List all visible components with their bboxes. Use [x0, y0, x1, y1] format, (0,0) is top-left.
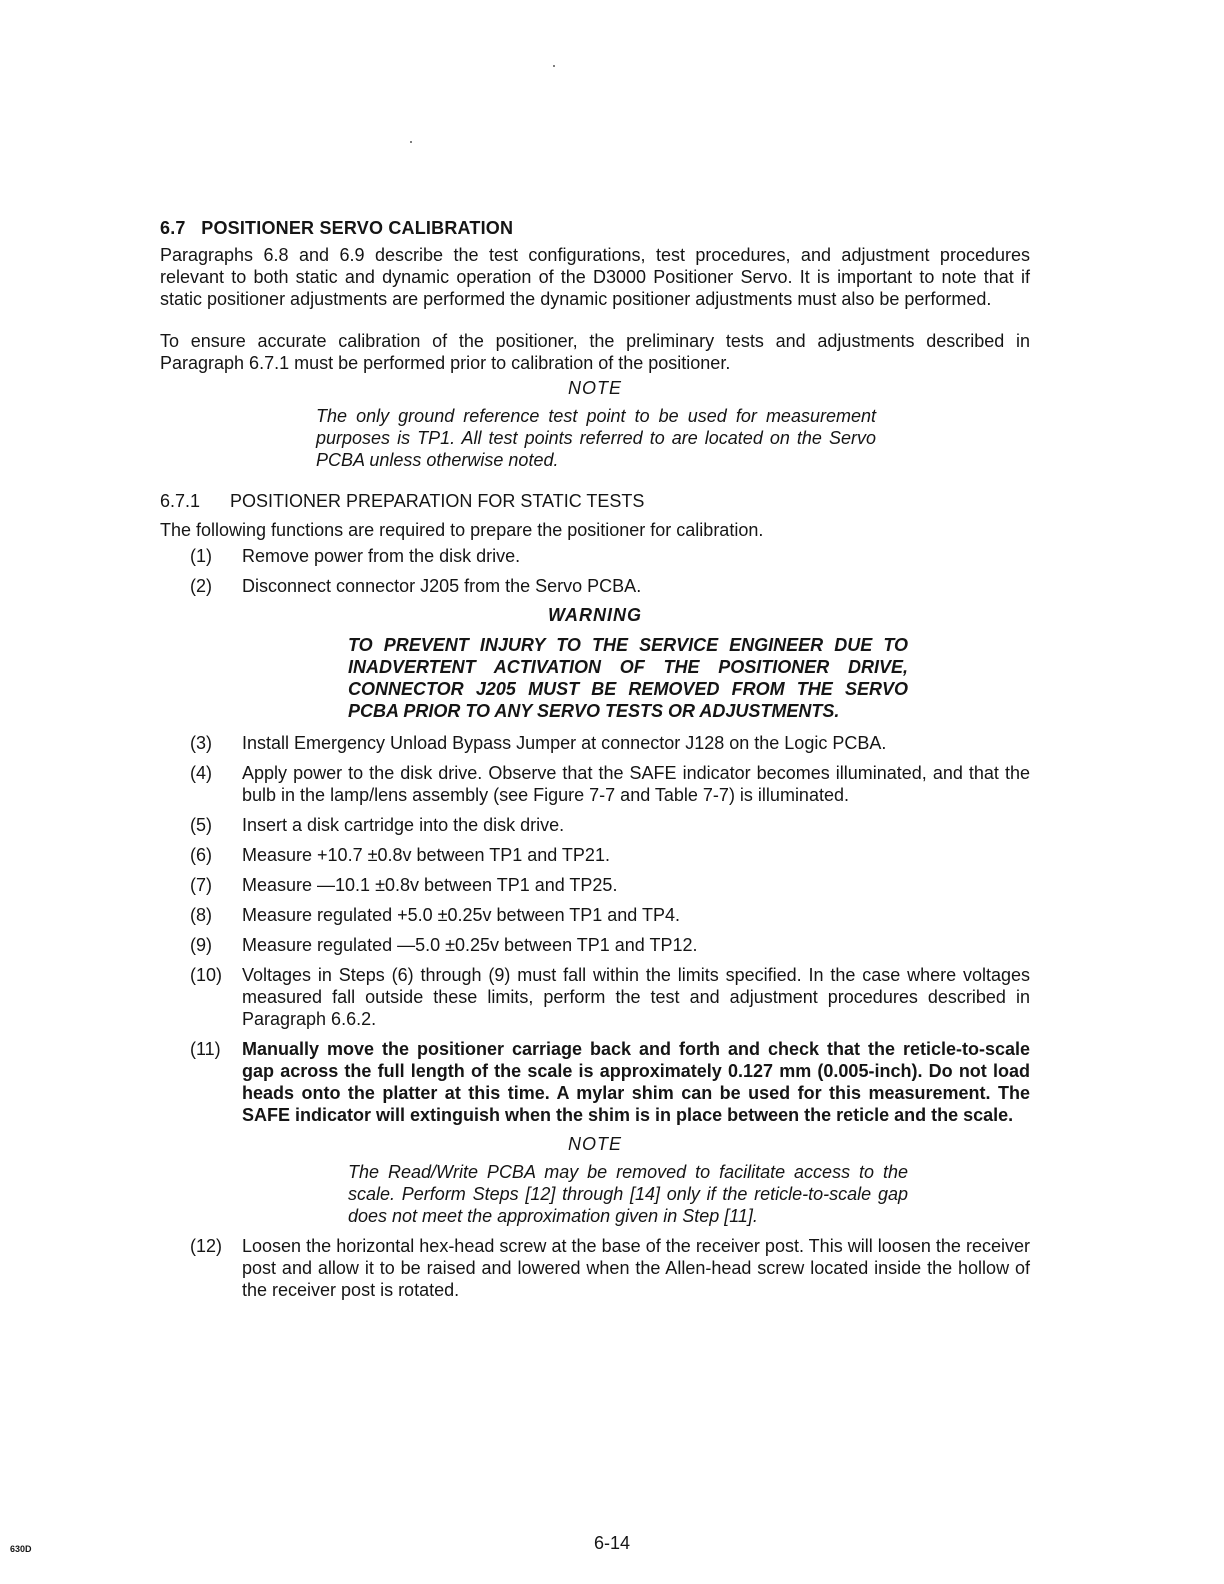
note-text-2: The Read/Write PCBA may be removed to facilitate access to the scale. Perform Steps [12] through [14] only if the reticle-to-scale gap does not meet the approximation given in Step [11].: [348, 1162, 908, 1226]
subsection-title: POSITIONER PREPARATION FOR STATIC TESTS: [230, 491, 645, 511]
note-label: NOTE: [567, 378, 622, 398]
note-label-2: NOTE: [567, 1134, 622, 1154]
list-item: (10) Voltages in Steps (6) through (9) must fall within the limits specified. In the case where voltages measured fall outside these limits, perform the test and adjustment procedures described in Paragraph 6.6.2.: [190, 965, 1030, 1029]
list-item: (11) Manually move the positioner carriage back and forth and check that the reticle-to-scale gap across the full length of the scale is approximately 0.127 mm (0.005-inch). Do not load heads onto the platter at this time. A mylar shim can be used for this measurement. The SAFE indicator will extinguish when the shim is in place between the reticle and the scale.: [190, 1039, 1030, 1125]
warning-text: TO PREVENT INJURY TO THE SERVICE ENGINEER DUE TO INADVERTENT ACTIVATION OF THE POSITIONER DRIVE, CONNECTOR J205 MUST BE REMOVED FROM THE SERVO PCBA PRIOR TO ANY SERVO TESTS OR ADJUSTMENTS.: [348, 635, 908, 721]
scan-speck: [410, 141, 412, 143]
subsection-number: 6.7.1: [160, 491, 201, 511]
steps-list-c: [160, 1235, 1030, 1301]
list-item: (6) Measure +10.7 ±0.8v between TP1 and TP21.: [190, 845, 610, 865]
section-paragraph-1: Paragraphs 6.8 and 6.9 describe the test configurations, test procedures, and adjustment procedures relevant to both static and dynamic operation of the D3000 Positioner Servo. It is important to note that if static positioner adjustments are performed the dynamic positioner adjustments must also be performed.: [160, 245, 1030, 309]
scan-speck: [553, 65, 555, 67]
document-code: 630D: [10, 1544, 32, 1554]
section-heading: [160, 218, 1030, 239]
section-paragraph-2: To ensure accurate calibration of the positioner, the preliminary tests and adjustments described in Paragraph 6.7.1 must be performed prior to calibration of the positioner.: [160, 331, 1030, 373]
note-text: The only ground reference test point to be used for measurement purposes is TP1. All test points referred to are located on the Servo PCBA unless otherwise noted.: [316, 406, 876, 470]
page-number: 6-14: [593, 1533, 631, 1553]
subsection-heading: [160, 491, 1030, 512]
list-item: (1) Remove power from the disk drive.: [190, 546, 521, 566]
steps-list-a: [160, 545, 1030, 597]
list-item: (5) Insert a disk cartridge into the disk drive.: [190, 815, 565, 835]
section-title: POSITIONER SERVO CALIBRATION: [201, 218, 514, 238]
warning-label: WARNING: [548, 605, 642, 625]
list-item: (7) Measure —10.1 ±0.8v between TP1 and TP25.: [190, 875, 618, 895]
list-item: (8) Measure regulated +5.0 ±0.25v between TP1 and TP4.: [190, 905, 681, 925]
list-item: (3) Install Emergency Unload Bypass Jumper at connector J128 on the Logic PCBA.: [190, 733, 887, 753]
list-item: (4) Apply power to the disk drive. Observe that the SAFE indicator becomes illuminated, and that the bulb in the lamp/lens assembly (see Figure 7-7 and Table 7-7) is illuminated.: [190, 763, 1030, 805]
list-item: (12) Loosen the horizontal hex-head screw at the base of the receiver post. This will loosen the receiver post and allow it to be raised and lowered when the Allen-head screw located inside the hollow of the receiver post is rotated.: [190, 1236, 1030, 1300]
section-number: 6.7: [160, 218, 186, 238]
list-item: (2) Disconnect connector J205 from the Servo PCBA.: [190, 576, 642, 596]
document-page: [160, 218, 1030, 1309]
list-item: (9) Measure regulated —5.0 ±0.25v between TP1 and TP12.: [190, 935, 698, 955]
steps-list-b: [160, 732, 1030, 1126]
subsection-intro: The following functions are required to prepare the positioner for calibration.: [160, 520, 764, 540]
